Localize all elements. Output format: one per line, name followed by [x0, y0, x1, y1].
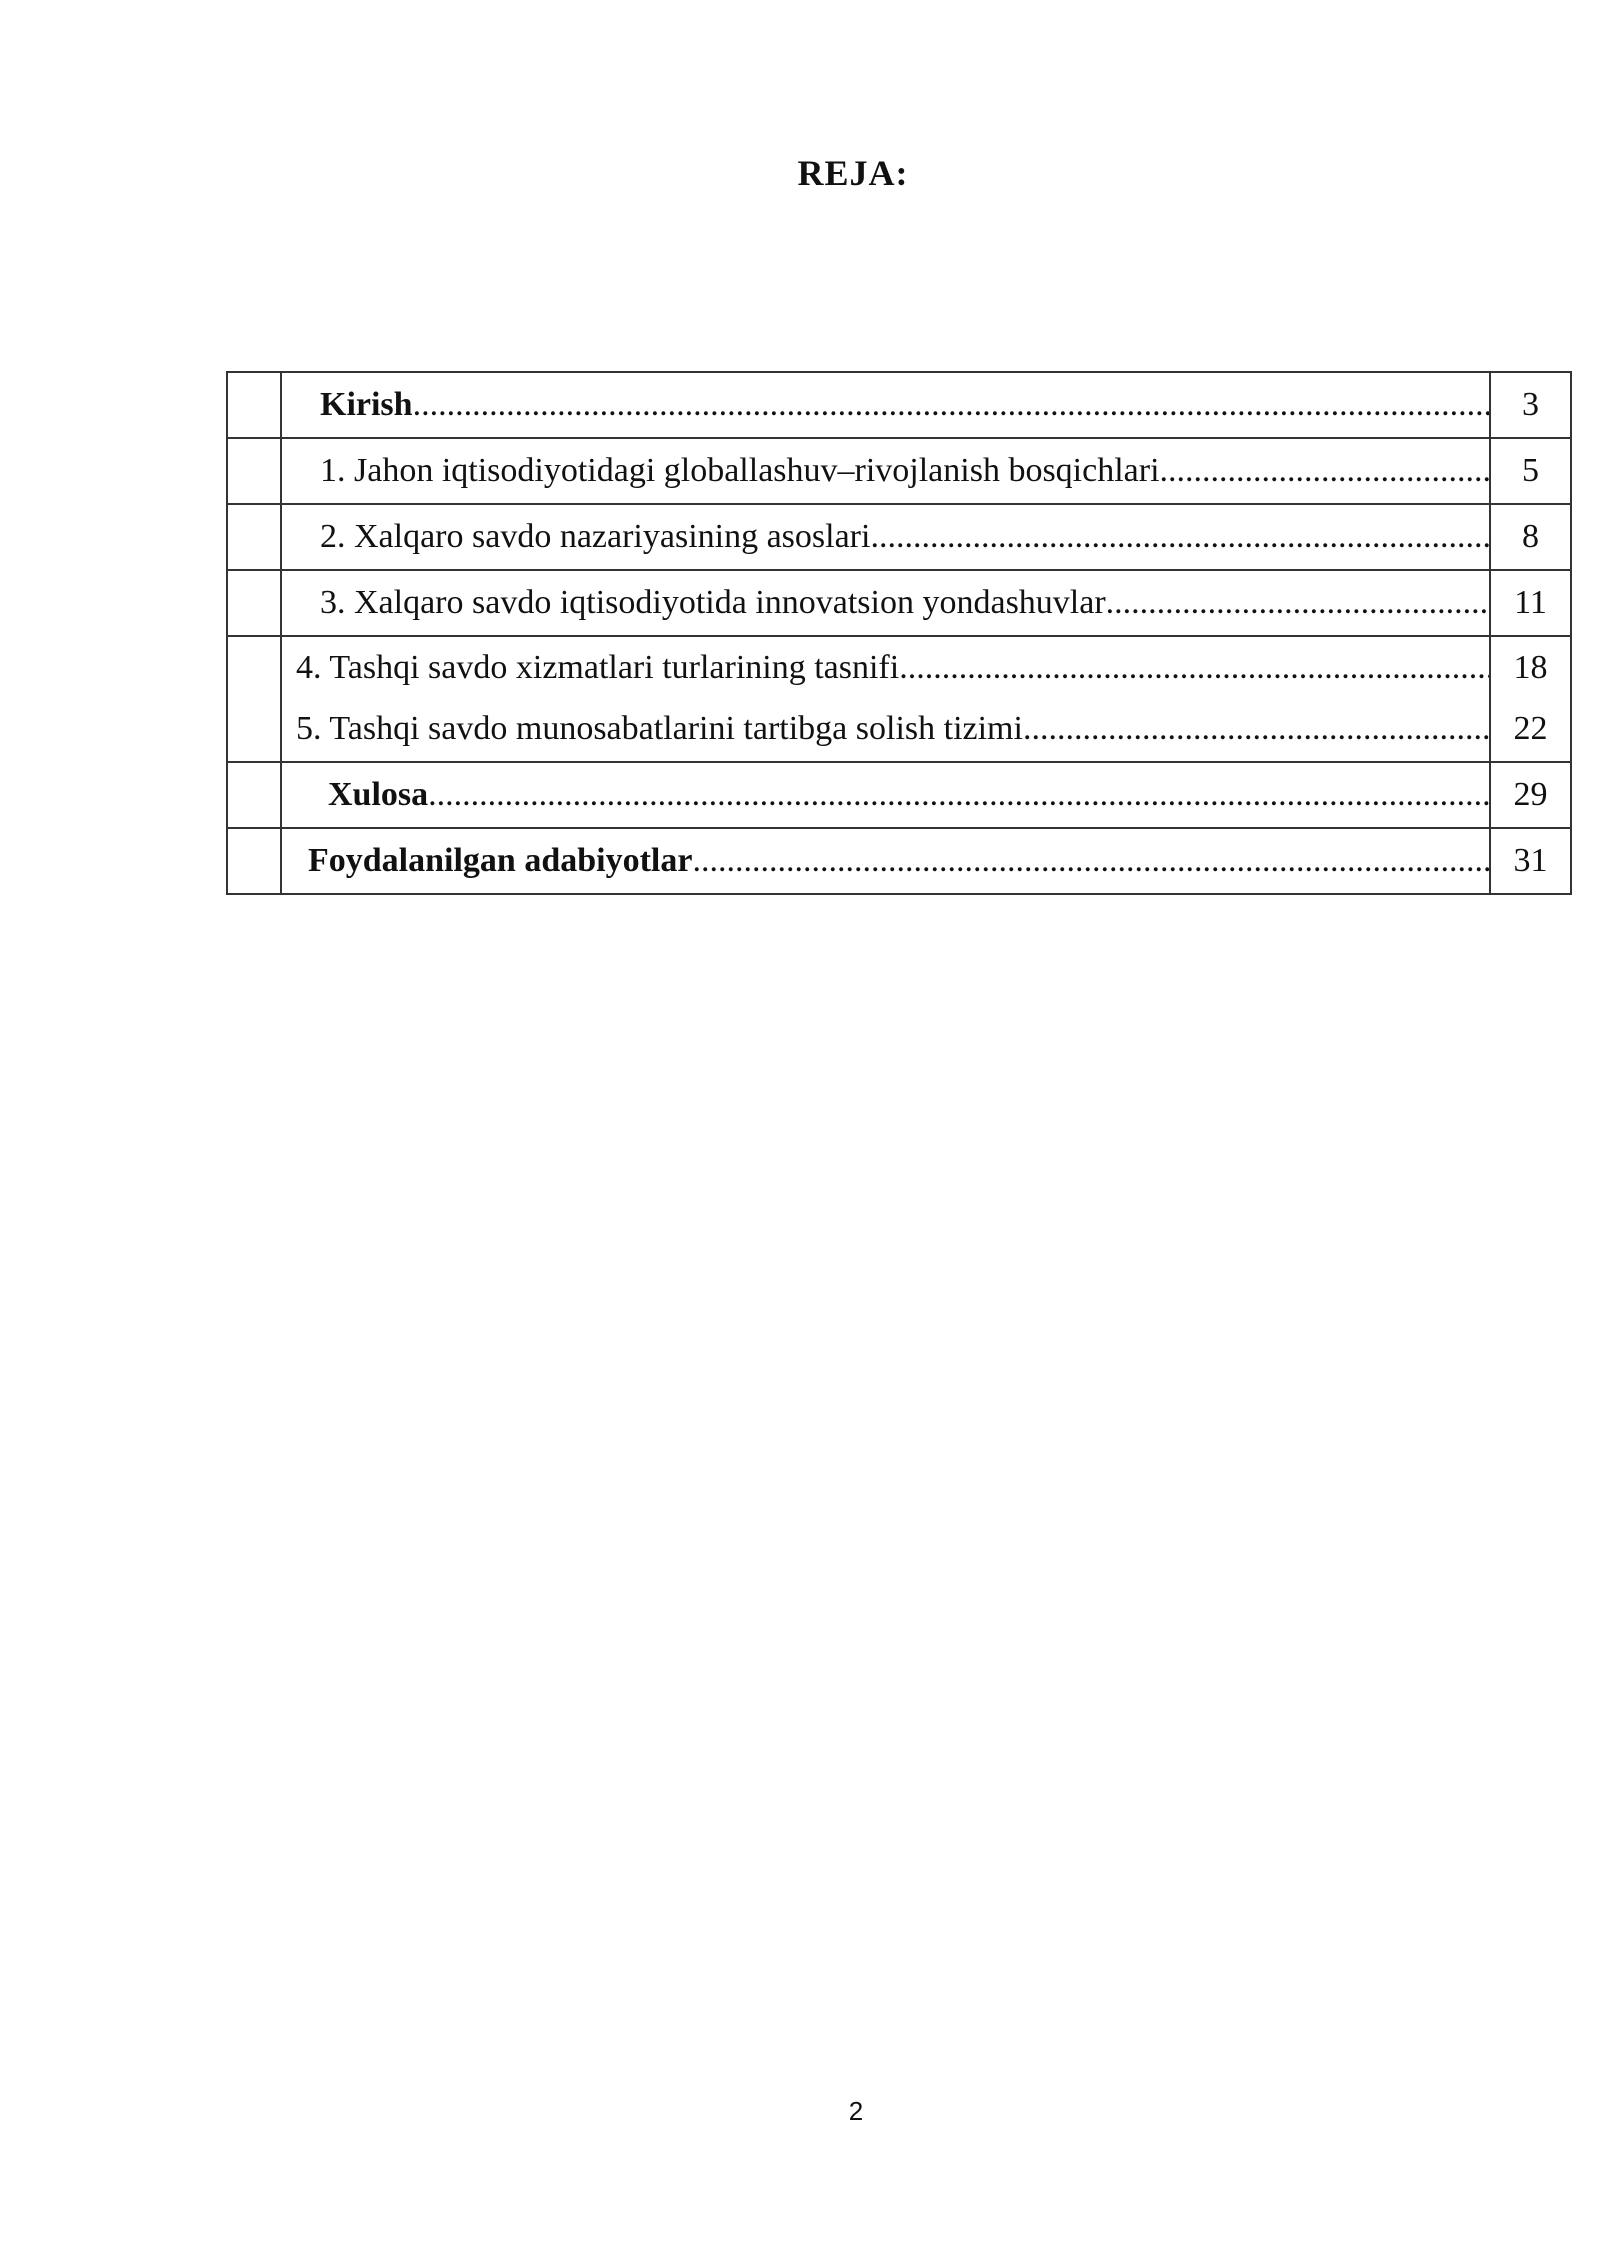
page-number: 2: [848, 2096, 864, 2126]
toc-page-cell: 5: [1490, 438, 1571, 504]
toc-entry: [282, 699, 1489, 760]
toc-dot-leader: [1160, 451, 1489, 492]
toc-entry-label: 3. Xalqaro savdo iqtisodiyotida innovatsion yondashuvlar: [320, 583, 1106, 621]
toc-entry-label: 1. Jahon iqtisodiyotidagi globallashuv–rivojlanish bosqichlari: [320, 451, 1160, 489]
toc-page-cell: 8: [1490, 504, 1571, 570]
toc-dot-leader: [413, 385, 1489, 426]
toc-row-adabiyotlar: [227, 828, 1571, 894]
toc-dot-leader: [428, 775, 1489, 816]
toc-empty-cell: [227, 828, 281, 894]
toc-entry: [282, 638, 1489, 699]
toc-entry: [282, 775, 1489, 816]
toc-page-cell: 3: [1490, 372, 1571, 438]
toc-empty-cell: [227, 438, 281, 504]
toc-empty-cell: [227, 372, 281, 438]
toc-dot-leader: [899, 648, 1489, 689]
toc-entry-cell: [281, 636, 1490, 762]
toc-page-cell: [1490, 636, 1571, 762]
toc-row-4-5: [227, 636, 1571, 762]
toc-entry: [282, 451, 1489, 492]
toc-page-cell: 11: [1490, 570, 1571, 636]
toc-entry-cell: [281, 828, 1490, 894]
toc-row-kirish: [227, 372, 1571, 438]
table-of-contents: [226, 371, 1572, 895]
toc-page-number: 18: [1513, 649, 1548, 687]
toc-page-cell: 29: [1490, 762, 1571, 828]
toc-row-2: [227, 504, 1571, 570]
page-title: REJA:: [797, 153, 909, 193]
toc-entry-label: 5. Tashqi savdo munosabatlarini tartibga solish tizimi: [296, 710, 1023, 747]
toc-entry-label: Xulosa: [328, 775, 429, 813]
toc-entry-cell: [281, 504, 1490, 570]
toc-entry-cell: [281, 570, 1490, 636]
toc-dot-leader: [1023, 709, 1489, 750]
toc-entry-cell: [281, 438, 1490, 504]
toc-row-3: [227, 570, 1571, 636]
toc-entry: [282, 385, 1489, 426]
toc-dot-leader: [870, 517, 1489, 558]
toc-empty-cell: [227, 570, 281, 636]
toc-entry-cell: [281, 372, 1490, 438]
toc-row-1: [227, 438, 1571, 504]
toc-entry: [282, 517, 1489, 558]
toc-entry: [282, 841, 1489, 882]
toc-dot-leader: [692, 841, 1489, 882]
toc-entry-label: 4. Tashqi savdo xizmatlari turlarining tasnifi: [296, 649, 900, 687]
toc-entry: [282, 583, 1489, 624]
toc-empty-cell: [227, 504, 281, 570]
toc-row-xulosa: [227, 762, 1571, 828]
toc-entry-label: Kirish: [320, 385, 413, 423]
toc-dot-leader: [1106, 583, 1489, 624]
toc-empty-cell: [227, 762, 281, 828]
toc-entry-label: Foydalanilgan adabiyotlar: [308, 841, 693, 879]
toc-page-cell: 31: [1490, 828, 1571, 894]
toc-empty-cell: [227, 636, 281, 762]
toc-entry-cell: [281, 762, 1490, 828]
toc-entry-label: 2. Xalqaro savdo nazariyasining asoslari: [320, 517, 871, 555]
toc-page-number: 22: [1513, 710, 1548, 747]
